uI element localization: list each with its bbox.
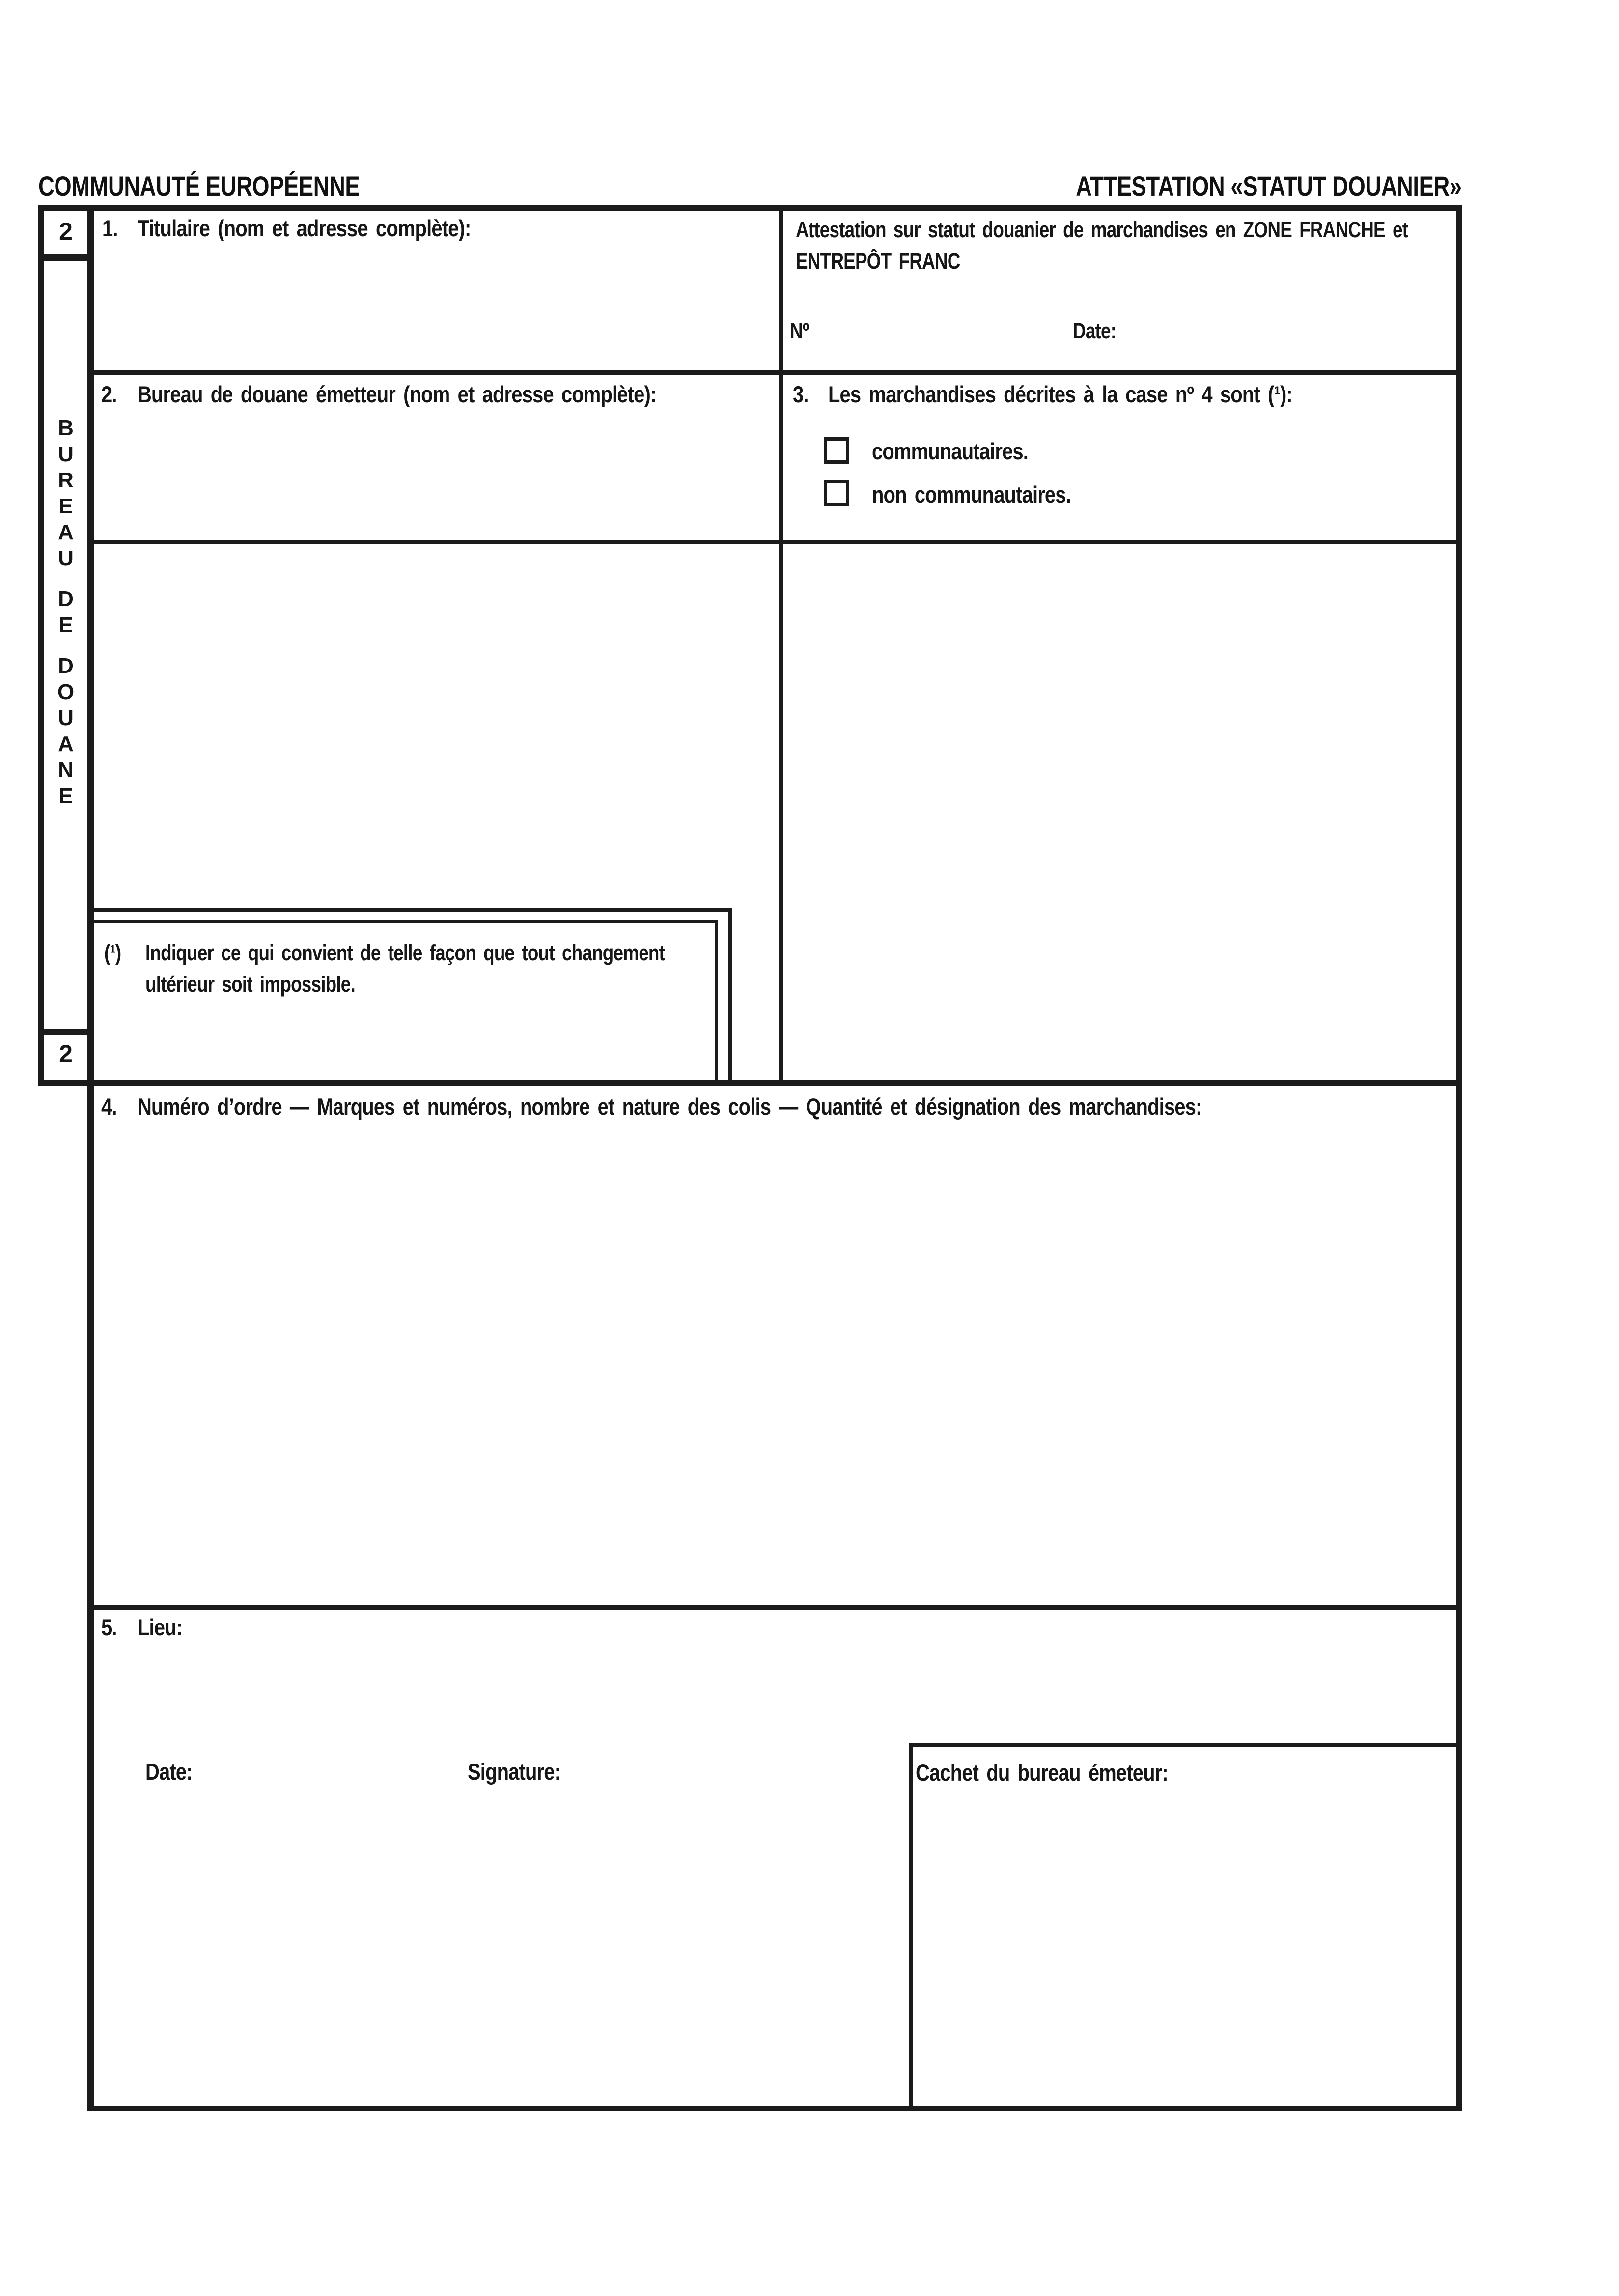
box4-number: 4. <box>101 1093 117 1120</box>
footnote-line-1: Indiquer ce qui convient de telle façon que tout changement <box>145 940 665 965</box>
attestation-line-2: ENTREPÔT FRANC <box>796 249 960 274</box>
box5-date-label: Date: <box>145 1759 193 1785</box>
lieu-field[interactable] <box>211 1614 889 1722</box>
stamp-area[interactable] <box>919 1808 1449 2098</box>
bureau-emetteur-field[interactable] <box>96 422 774 535</box>
checkbox-non-communautaires-label: non communautaires. <box>872 481 1071 507</box>
attestation-line-1: Attestation sur statut douanier de marchandises en ZONE FRANCHE et <box>796 217 1408 242</box>
box5-lieu-label: Lieu: <box>138 1614 183 1640</box>
copy-number-bottom: 2 <box>59 1040 73 1067</box>
box2-label: Bureau de douane émetteur (nom et adresse complète): <box>138 381 657 407</box>
box4-label: Numéro d’ordre — Marques et numéros, nombre et nature des colis — Quantité et désignation des marchandises: <box>138 1093 1202 1120</box>
box1-number: 1. <box>102 215 118 241</box>
attestation-number-label: Nº <box>790 318 809 343</box>
date-field[interactable] <box>221 1759 437 1803</box>
checkbox-communautaires-label: communautaires. <box>872 438 1029 464</box>
page-title-right: ATTESTATION «STATUT DOUANIER» <box>1076 170 1462 201</box>
signature-field[interactable] <box>609 1759 884 1803</box>
checkbox-non-communautaires[interactable] <box>824 480 849 506</box>
attestation-date-field[interactable] <box>1149 309 1434 349</box>
attestation-date-label: Date: <box>1073 318 1117 343</box>
page-title-left: COMMUNAUTÉ EUROPÉENNE <box>38 170 360 201</box>
box5-number: 5. <box>101 1614 117 1640</box>
footnote-line-2: ultérieur soit impossible. <box>145 972 355 997</box>
box3-number: 3. <box>793 381 809 407</box>
bureau-de-douane-vertical-label: B U R E A U D E D O U A N E <box>57 416 75 808</box>
titulaire-field[interactable] <box>96 248 774 366</box>
marchandises-field[interactable] <box>96 1130 1452 1596</box>
attestation-number-field[interactable] <box>835 309 1041 349</box>
checkbox-communautaires[interactable] <box>824 437 849 464</box>
box1-label: Titulaire (nom et adresse complète): <box>138 215 471 241</box>
footnote-marker: (¹) <box>104 940 121 965</box>
box3-label: Les marchandises décrites à la case nº 4 sont (¹): <box>828 381 1292 407</box>
box2-number: 2. <box>101 381 117 407</box>
box5-signature-label: Signature: <box>468 1759 561 1785</box>
copy-number-top: 2 <box>59 218 73 245</box>
stamp-box-label: Cachet du bureau émeteur: <box>916 1760 1168 1786</box>
